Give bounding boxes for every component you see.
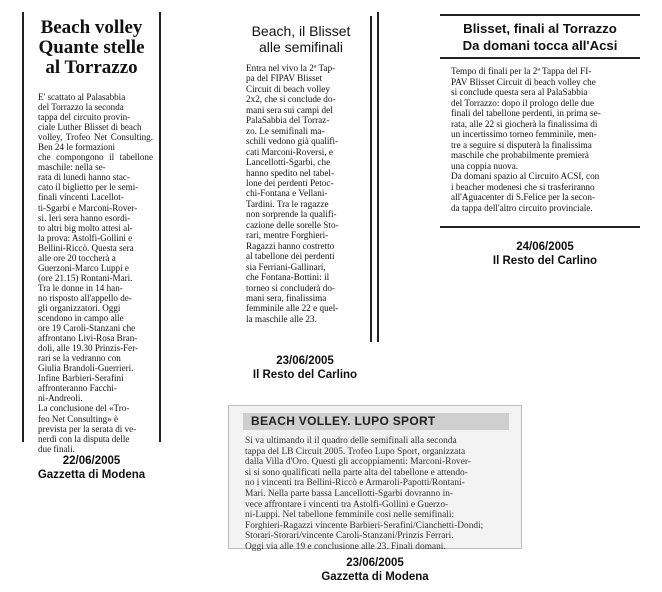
clipping-date: 22/06/2005: [62, 455, 121, 467]
headline-rule: [440, 57, 640, 59]
clipping-source: Gazzetta di Modena: [321, 571, 429, 583]
clipping-date: 24/06/2005: [516, 241, 574, 253]
clipping-date: 23/06/2005: [346, 557, 404, 569]
article-body: Entra nel vivo la 2ª Tap- pa del FIPAV Blisset Circuit di beach volley 2x2, che si conclude do- mani sera sui campi del PalaSabbia del Torraz- zo. Le semifinali ma- schili vedono già qualifi- cati Marconi-Roversi, e Lancellotti-Sgarbi, che hanno spedito nel tabel- lone dei perdenti Petoc- chi-Fontana e Vellani- Tardini. Tra le ragazze non sorprende la qualifi- cazione delle sorelle Sto- rari, mentre Forghieri- Ragazzi hanno costretto al tabellone dei perdenti sia Ferriani-Gallinari, che Fontana-Bottini: il torneo si concluderà do- mani sera, finalissima femminile alle 22 e quel- la maschile alle 23.: [246, 63, 339, 324]
clipping-caption-2: [220, 354, 390, 382]
clipping-source: Gazzetta di Modena: [37, 469, 146, 481]
article-clipping-2: [232, 16, 372, 342]
article-clipping-3: [440, 14, 640, 228]
clipping-caption-1: [22, 454, 161, 482]
clipping-date: 23/06/2005: [276, 355, 334, 367]
article-body: Si va ultimando il il quadro delle semifinali alla seconda tappa del LB Circuit 2005. Trofeo Lupo Sport, organizzata dalla Villa d'Oro. Questi gli accoppiamenti: Marconi-Rover- si si sono qualificati nella parte alta del tabellone e attendo- no i vincenti tra Bellini-Riccò e Armaroli-Papotti/Rontani- Mari. Nella parte bassa Lancellotti-Sgarbi dovranno in- vece affrontare i vincenti tra Astolfi-Gollini e Guerzo- ni-Luppi. Nel tabellone femminile così nelle semifinali: Forghieri-Ragazzi vincente Barbieri-Serafini/Cianchetti-Dondi; Storari-Storari/vincente Caroli-Stanzani/Prinzis Ferrari. Oggi via alle 19 e conclusione alle 23. Finali domani.: [245, 436, 484, 552]
clipping-source: Il Resto del Carlino: [252, 369, 358, 381]
clipping-caption-4: [290, 556, 460, 584]
article-headline: Beach volley Quante stelle al Torrazzo: [38, 17, 145, 78]
column-rule: [377, 12, 379, 342]
article-headline: Beach, il Blisset alle semifinali: [251, 23, 351, 55]
clipping-source: Il Resto del Carlino: [492, 255, 598, 267]
article-clipping-4: [228, 405, 522, 552]
article-headline: Blisset, finali al Torrazzo Da domani tocca all'Acsi: [462, 21, 618, 53]
article-body: Tempo di finali per la 2ª Tappa del FI- PAV Blisset Circuit di beach volley che si conclude questa sera al PalaSabbia del Torrazzo: dopo il prologo delle due finali del tabellone perdenti, in prima se- rata, alle 22 si giocherà la finalissima di un incertissimo torneo femminile, men- tre a seguire si disputerà la finalissima maschile che probabilmente premierà una coppia nuova. Da domani spazio al Circuito ACSI, con i beacher modenesi che si trasferiranno all'Aguacenter di S.Felice per la secon- da tappa dell'altro circuito provinciale.: [451, 66, 601, 213]
clipping-caption-3: [470, 240, 620, 268]
article-clipping-1: [22, 12, 161, 454]
article-body: E' scattato al Palasabbia del Torrazzo la seconda tappa del circuito provin- ciale Luther Blisset di beach volley, Trofeo Net Consulting. Ben 24 le formazioni che compongono il tabellone maschile: nella se- rata di lunedì hanno stac- cato il biglietto per le semi- finali vincenti Lacellot- ti-Sgarbi e Marconi-Rover- si. Ieri sera hanno esordi- to altri big molto attesi al- la prova: Astolfi-Gollini e Bellini-Riccò. Questa sera alle ore 20 toccherà a Guerzoni-Marco Luppi e (ore 21.15) Rontani-Mari. Tra le donne in 14 han- no risposto all'appello de- gli organizzatori. Oggi scendono in campo alle ore 19 Caroli-Stanzani che affrontano Livi-Rosa Bran- doli, alle 19.30 Prinzis-Fer- rari se la vedranno con Giulia Brandoli-Guerrieri. Infine Barbieri-Serafini affronteranno Facchi- ni-Andreoli. La conclusione del «Tro- feo Net Consulting» è prevista per la serata di ve- nerdì con la disputa delle due finali.: [38, 92, 153, 454]
article-headline: BEACH VOLLEY. LUPO SPORT: [243, 413, 509, 430]
